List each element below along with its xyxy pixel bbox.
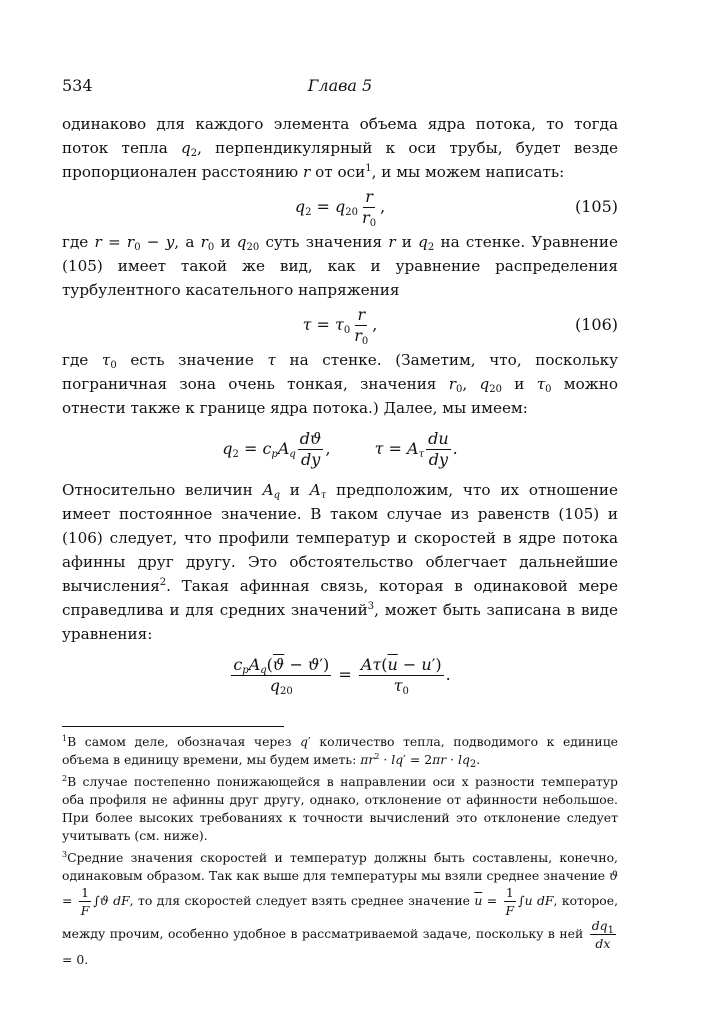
equation-number-105: (105) [574, 197, 618, 216]
footnotes [62, 733, 618, 969]
footnote-1: $^1$В самом деле, обозначая через q′ количество тепла, подводимого к единице объема в единицу времени, мы будем иметь: $\pi r^2 \cdot lq' = 2\pi r \cdot lq_2$. [62, 734, 618, 770]
paragraph-3: где $\tau_0$ есть значение τ на стенке. (Заметим, что, поскольку пограничная зона очень тонкая, значения $r_0$, $q_{20}$ и $\tau_0$ можно отнести также к границе ядра потока.) Далее, мы имеем: [62, 351, 619, 417]
footnote-3: $^3$Средние значения скоростей и температур должны быть составлены, конечно, одинаковым образом. Так как выше для температуры мы взяли среднее значение ϑ = $\frac{1}{F}$ ∫ϑ dF, то для скоростей следует взять среднее значение $\overline{u}$ = $\frac{1}{F}$ ∫u dF, которое, между прочим, особенно удобное в рассматриваемой задаче, поскольку в ней $\frac{dq_1}{dx}$ = 0. [62, 850, 619, 967]
footnote-ref-2: 2 [159, 577, 167, 588]
page-header [62, 76, 618, 104]
paragraph-1: одинаково для каждого элемента объема ядра потока, то тогда поток тепла $q_2$, перпендикулярный к оси трубы, будет везде пропорционален расстоянию r от оси$^1$, и мы можем написать: [62, 115, 618, 181]
chapter-title: Глава 5 [307, 76, 373, 95]
footnote-divider [62, 726, 284, 727]
paragraph-2: где $r = r_0 - y$, а $r_0$ и $q_{20}$ суть значения r и $q_2$ на стенке. Уравнение (105) имеет такой же вид, как и уравнение распределения турбулентного касательного напряжения [62, 233, 619, 299]
book-page [62, 76, 618, 973]
footnote-2: $^2$В случае постепенно понижающейся в направлении оси x разности температур оба профиля не афинны друг другу, однако, отклонение от афинности небольшое. При более высоких требованиях к точности вычислений это отклонение следует учитывать (см. ниже). [62, 774, 618, 843]
footnote-ref-1: 1 [365, 163, 372, 174]
equation-105: $q_2 = q_{20}$ $\frac{r}{r_0}$ , (105) [294, 186, 618, 229]
equation-flux: $q_2 = c_pA_q$ $\frac{dϑ}{dy}$ , $\tau = A_\tau$ $\frac{du}{dy}$ . [222, 428, 458, 469]
paragraph-4: Относительно величин $A_q$ и $A_\tau$ предположим, что их отношение имеет постоянное значение. В таком случае из равенств (105) и (106) следует, что профили температур и скоростей в ядре потока афинны друг другу. Это обстоятельство облегчает дальнейшие вычисления$^2$. Такая афинная связь, которая в одинаковой мере справедлива и для средних значений$^3$, может быть записана в виде уравнения: [62, 481, 619, 643]
equation-106: $\tau = \tau_0$ $\frac{r}{r_0}$ , (106) [302, 304, 618, 347]
main-text [62, 112, 618, 704]
equation-number-106: (106) [574, 315, 618, 334]
footnote-ref-3: 3 [367, 601, 375, 612]
equation-affine: $\frac{c_pA_q(\overline{ϑ} - ϑ')}{q_{20}}$ = $\frac{A\tau(\overline{u} - u')}{\tau_0}$ . [233, 654, 451, 697]
page-number: 534 [62, 76, 93, 95]
